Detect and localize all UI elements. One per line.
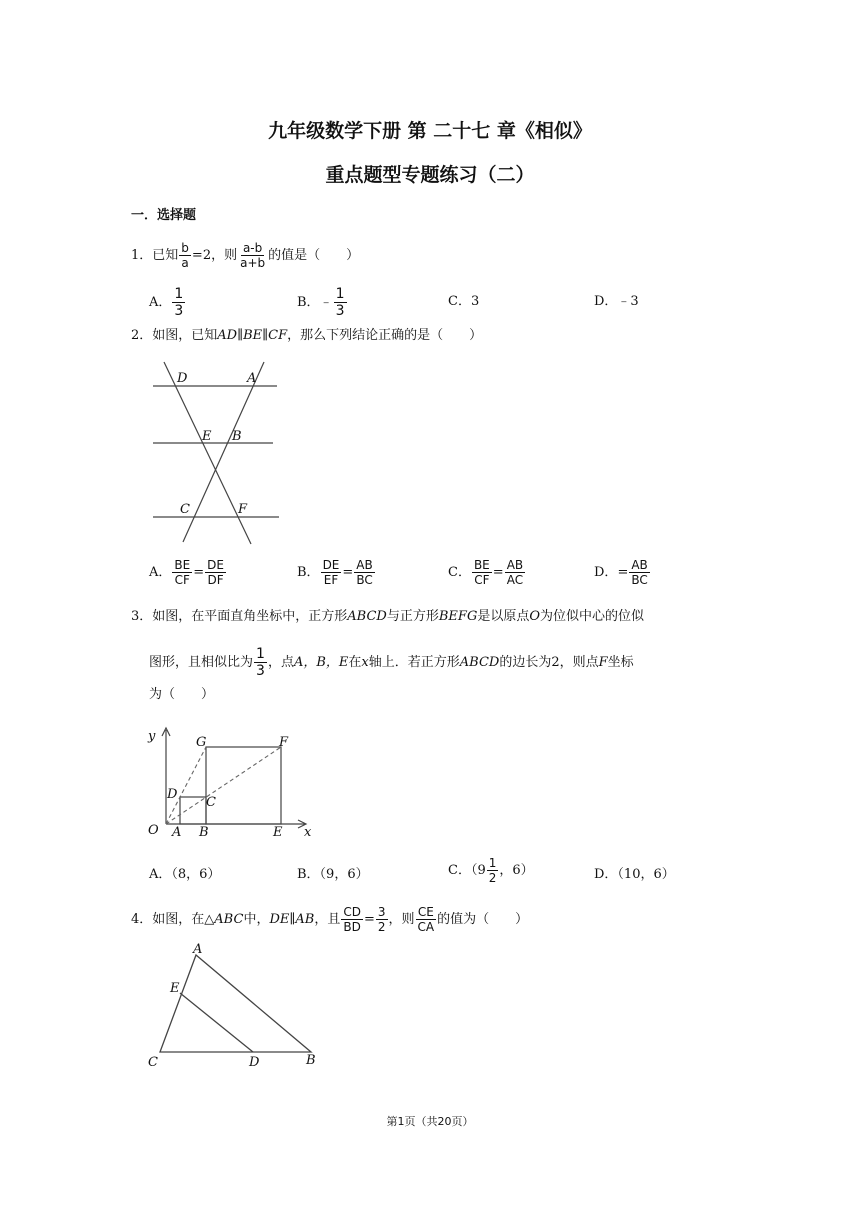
q4-label-d: D bbox=[249, 1055, 260, 1070]
q1-option-b: B．﹣ $\frac{1}{3}$ bbox=[297, 286, 345, 319]
q1-option-d: D．﹣3 bbox=[594, 294, 639, 309]
q2-label-e: E bbox=[202, 429, 212, 444]
q4-label-a: A bbox=[193, 942, 203, 957]
q3-label-o: O bbox=[148, 823, 159, 838]
q2-label-a: A bbox=[247, 371, 257, 386]
q3-label-d: D bbox=[167, 787, 178, 802]
q2-option-c: C． $\frac{BE}{CF}$ = $\frac{AB}{AC}$ bbox=[448, 558, 524, 587]
q2-label-b: B bbox=[232, 429, 242, 444]
fraction: $\frac{b}{a}$ bbox=[181, 241, 189, 270]
q4-label-c: C bbox=[148, 1055, 158, 1070]
page-footer: 第1页（共20页） bbox=[386, 1115, 474, 1128]
question-3-line-2: 图形，且相似比为 $\frac{1}{3}$ ，点A，B，E在x轴上．若正方形ABCD的边长为2，则点F坐标 bbox=[149, 646, 634, 679]
q1-option-a: A． $\frac{1}{3}$ bbox=[149, 286, 184, 319]
q4-label-b: B bbox=[306, 1053, 316, 1068]
q3-option-b: B．（9，6） bbox=[297, 867, 369, 882]
document-subtitle: 重点题型专题练习（二） bbox=[325, 164, 535, 186]
q3-label-c: C bbox=[206, 795, 216, 810]
question-3-line-1: 3．如图，在平面直角坐标中，正方形ABCD与正方形BEFG是以原点O为位似中心的位似 bbox=[131, 609, 645, 624]
q2-label-d: D bbox=[177, 371, 188, 386]
q3-label-b: B bbox=[199, 825, 209, 840]
q3-option-d: D．（10，6） bbox=[594, 867, 675, 882]
q2-label-c: C bbox=[180, 502, 190, 517]
q3-label-a: A bbox=[172, 825, 182, 840]
question-number: 1． bbox=[131, 248, 153, 263]
q2-option-a: A． $\frac{BE}{CF}$ = $\frac{DE}{DF}$ bbox=[149, 558, 224, 587]
q3-label-g: G bbox=[196, 735, 207, 750]
q3-option-c: C．（9 $\frac{1}{2}$ ，6） bbox=[448, 856, 534, 885]
question-3-line-3: 为（ ） bbox=[149, 687, 215, 702]
section-heading: 一．选择题 bbox=[131, 208, 197, 223]
q2-label-f: F bbox=[238, 502, 248, 517]
q1-option-c: C．3 bbox=[448, 294, 480, 309]
q3-label-y: y bbox=[148, 729, 156, 744]
question-2-stem: 2．如图，已知AD∥BE∥CF，那么下列结论正确的是（ ） bbox=[131, 328, 483, 343]
fraction: $\frac{a-b}{a+b}$ bbox=[240, 241, 266, 270]
question-4-stem: 4．如图，在△ABC中，DE∥AB，且 $\frac{CD}{BD}$ = $\frac{3}{2}$ ，则 $\frac{CE}{CA}$ 的值为（ ） bbox=[131, 905, 529, 934]
q3-option-a: A．（8，6） bbox=[149, 867, 221, 882]
q3-label-x: x bbox=[304, 825, 312, 840]
q3-label-e: E bbox=[273, 825, 283, 840]
q2-option-b: B． $\frac{DE}{EF}$ = $\frac{AB}{BC}$ bbox=[297, 558, 373, 587]
document-title: 九年级数学下册 第 二十七 章《相似》 bbox=[268, 120, 592, 142]
q3-label-f: F bbox=[279, 735, 289, 750]
question-1-stem: 1．已知 $\frac{b}{a}$ =2，则 $\frac{a-b}{a+b}$ 的值是（ ） bbox=[131, 241, 360, 270]
q2-option-d: D．= $\frac{AB}{BC}$ bbox=[594, 558, 648, 587]
q4-label-e: E bbox=[170, 981, 180, 996]
